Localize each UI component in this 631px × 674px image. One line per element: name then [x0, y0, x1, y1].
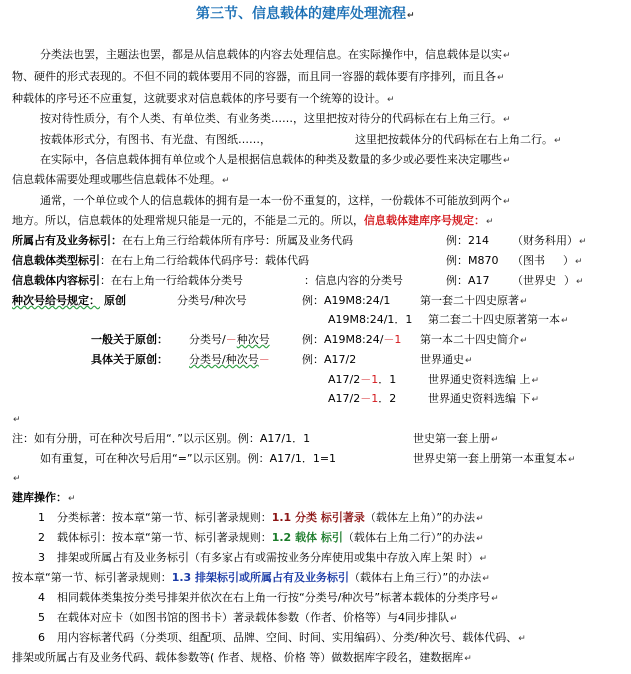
numbering-specific-desc2	[428, 373, 539, 388]
text-run: 世界通史资料选编 上	[428, 373, 531, 386]
text-run: （世界史	[512, 274, 556, 287]
numbering-orig-desc2	[428, 313, 569, 328]
paragraph-mark: ↵	[482, 574, 490, 584]
numbering-specific-desc	[420, 353, 473, 368]
ops-step-4	[38, 591, 499, 606]
text-run: 3	[38, 551, 45, 564]
paragraph-mark: ↵	[450, 614, 458, 624]
text-run: 例：214	[446, 234, 489, 247]
text-run: （载体右上角二行）”的办法	[342, 531, 476, 544]
mark-row-type-note	[512, 254, 583, 269]
text-run: 载体标引：按本章“第一节、标引著录规则：	[57, 531, 272, 544]
text-run: 建库操作：	[12, 491, 67, 504]
paragraph-mark: ↵	[407, 11, 415, 21]
numbering-orig-ex1	[302, 294, 390, 308]
note-duplicate-desc	[413, 452, 576, 467]
paragraph-mark: ↵	[476, 514, 484, 524]
text-run: 信息载体内容标引	[12, 274, 100, 287]
paragraph-mark: ↵	[497, 73, 505, 83]
text-run: 在右上角三行给载体所有序号：所属及业务代码	[122, 234, 353, 247]
text-run: －1	[360, 373, 379, 386]
numbering-orig-ex2	[328, 313, 412, 327]
text-run: （载体右上角三行）”的办法	[349, 571, 482, 584]
numbering-orig-fmt	[177, 294, 247, 308]
text-run: 1.3 排架标引或所属占有及业务标引	[171, 571, 350, 584]
paragraph-mark: ↵	[222, 176, 230, 186]
text-run: 4	[38, 591, 45, 604]
paragraph-mark: ↵	[579, 237, 587, 247]
text-run: 在实际中，各信息载体拥有单位或个人是根据信息载体的种类及数量的多少或必要性来决定哪些	[40, 153, 502, 166]
numbering-specific-ex2	[328, 373, 396, 387]
text-run: 例：M870	[446, 254, 499, 267]
text-run: ）	[563, 254, 574, 267]
text-run: 按对待性质分，有个人类、有单位类、有业务类……，这里把按对待分的代码标在右上角三行。	[40, 112, 502, 125]
intro-p5-line2	[12, 214, 494, 229]
text-run: 5	[38, 611, 45, 624]
paragraph-mark: ↵	[503, 115, 511, 125]
numbering-label	[12, 294, 126, 308]
mark-row-ownership	[12, 234, 353, 248]
text-run: 通常，一个单位或个人的信息载体的拥有是一本一份不重复的，这样，一份载体不可能放到两个	[40, 194, 502, 207]
paragraph-mark: ↵	[503, 51, 511, 61]
rule-heading: 信息载体建库序号规定：	[364, 214, 485, 227]
paragraph-mark: ↵	[476, 534, 484, 544]
text-run: 例：A17/2	[302, 353, 357, 366]
paragraph-mark: ↵	[464, 654, 472, 664]
text-run: 种次号	[236, 333, 270, 346]
text-run: 世史第一套上册	[413, 432, 490, 445]
intro-p1-line3	[12, 92, 395, 107]
numbering-specific-ex3	[328, 392, 396, 406]
mark-row-content-2	[304, 274, 403, 288]
ops-step-3	[38, 551, 487, 566]
text-run: 1.2 载体 标引	[271, 531, 343, 544]
numbering-general	[91, 333, 168, 347]
text-run: 排架或所属占有及业务标引（有多家占有或需按业务分库使用或集中存放入库上架 时）	[57, 551, 479, 564]
text-run: －	[225, 333, 237, 346]
text-run: （财务科用）	[512, 234, 578, 247]
text-run: 分类法也罢，主题法也罢，都是从信息载体的内容去处理信息。在实际操作中，信息载体是以实	[40, 48, 502, 61]
paragraph-mark: ↵	[503, 156, 511, 166]
paragraph-mark: ↵	[13, 474, 21, 484]
text-run: －1	[360, 392, 379, 405]
text-run: 按本章“第一节、标引著录规则：	[12, 571, 172, 584]
text-run: 例：A19M8:24/1	[302, 294, 391, 307]
blank-line	[12, 412, 21, 427]
text-run: 分类号/种次号	[189, 353, 259, 366]
text-run: 分类号/种次号	[177, 294, 247, 307]
paragraph-mark: ↵	[491, 594, 499, 604]
text-run: ）	[564, 274, 575, 287]
text-run: 6	[38, 631, 45, 644]
text-run: 1.1 分类 标引著录	[271, 511, 365, 524]
text-run: 种次号给号规定：	[12, 294, 100, 307]
paragraph-mark: ↵	[518, 634, 526, 644]
paragraph-mark: ↵	[554, 136, 562, 146]
text-run: 一般关于原创：	[91, 333, 168, 346]
mark-row-content-ex	[446, 274, 490, 288]
paragraph-mark: ↵	[531, 376, 540, 386]
text-run: 物、硬件的形式表现的。不但不同的载体要用不同的容器，而且同一容器的载体要有序排列，而且各	[12, 70, 496, 83]
paragraph-mark: ↵	[576, 277, 584, 287]
paragraph-mark: ↵	[486, 217, 494, 227]
paragraph-mark: ↵	[465, 356, 473, 366]
mark-row-ownership-note	[512, 234, 587, 249]
text-run: 原创	[104, 294, 126, 307]
numbering-specific-fmt	[189, 353, 270, 367]
note-volume-desc	[413, 432, 499, 447]
intro-p2	[40, 112, 511, 127]
mark-row-ownership-ex	[446, 234, 489, 248]
numbering-specific-ex	[302, 353, 356, 367]
text-run: 这里把按载体分的代码标在右上角二行。	[355, 133, 553, 146]
text-run: 世界史第一套上册第一本重复本	[413, 452, 567, 465]
text-run: ．1	[378, 373, 397, 386]
paragraph-mark: ↵	[387, 95, 395, 105]
paragraph-mark: ↵	[568, 455, 576, 465]
text-run: 注：如有分册，可在种次号后用“．”以示区别。例：A17/1．1	[12, 432, 311, 445]
mark-row-content	[12, 274, 243, 288]
intro-p3-tail	[355, 133, 562, 148]
ops-step-6	[38, 631, 526, 646]
mark-row-type-ex	[446, 254, 499, 268]
text-run: 种载体的序号还不应重复，这就要求对信息载体的序号要有一个统筹的设计。	[12, 92, 386, 105]
paragraph-mark: ↵	[561, 316, 569, 326]
text-run: 所属占有及业务标引：	[12, 234, 122, 247]
intro-p3	[40, 133, 271, 147]
intro-p5-line1	[40, 194, 511, 209]
paragraph-mark: ↵	[531, 395, 540, 405]
text-run: 例：A19M8:24/	[302, 333, 384, 346]
blank-line-2	[12, 471, 21, 486]
intro-p4-line2	[12, 173, 230, 188]
note-duplicate	[40, 452, 336, 466]
intro-p4-line1	[40, 153, 511, 168]
text-run: 例：A17	[446, 274, 490, 287]
numbering-general-ex	[302, 333, 401, 347]
text-run: 世界通史	[420, 353, 464, 366]
text-run: －1	[383, 333, 402, 346]
mark-row-type	[12, 254, 309, 268]
numbering-general-desc	[420, 333, 528, 348]
ops-header	[12, 491, 76, 506]
ops-step-3-line2	[12, 571, 490, 586]
text-run: 相同载体类集按分类号排架并依次在右上角一行按“分类号/种次号”标著本载体的分类序号	[57, 591, 491, 604]
text-run: 信息载体类型标引	[12, 254, 100, 267]
numbering-specific-desc3	[428, 392, 539, 407]
text-run: 第三节、信息载体的建库处理流程	[196, 6, 406, 22]
paragraph-mark: ↵	[68, 494, 76, 504]
ops-step-2	[38, 531, 484, 546]
paragraph-mark: ↵	[520, 336, 528, 346]
text-run: 第一本二十四史简介	[420, 333, 519, 346]
paragraph-mark: ↵	[491, 435, 499, 445]
text-run: 在载体对应卡（如图书馆的图书卡）著录载体参数（作者、价格等）与4同步排队	[57, 611, 449, 624]
numbering-general-fmt	[189, 333, 270, 347]
text-run: 第一套二十四史原著	[420, 294, 519, 307]
text-run: A19M8:24/1．1	[328, 313, 413, 326]
ops-step-5	[38, 611, 458, 626]
text-run: 1	[38, 511, 45, 524]
ops-step-6-line2	[12, 651, 472, 666]
paragraph-mark: ↵	[13, 415, 21, 425]
paragraph-mark: ↵	[503, 197, 511, 207]
text-run: 地方。所以，信息载体的处理常规只能是一元的，不能是二元的。所以，	[12, 214, 364, 227]
note-volume	[12, 432, 310, 446]
text-run: （图书	[512, 254, 545, 267]
text-run: 世界通史资料选编 下	[428, 392, 531, 405]
text-run: ：在右上角二行给载体代码序号：载体代码	[100, 254, 309, 267]
text-run: 分类号/	[189, 333, 226, 346]
paragraph-mark: ↵	[575, 257, 583, 267]
paragraph-mark: ↵	[520, 297, 528, 307]
text-run: 2	[38, 531, 45, 544]
text-run: 按载体形式分，有图书、有光盘、有图纸……，	[40, 133, 271, 146]
numbering-specific	[91, 353, 168, 367]
mark-row-content-note	[512, 274, 584, 289]
text-run: 用内容标著代码（分类项、组配项、品牌、空间、时间、实用编码）、分类/种次号、载体代码、	[57, 631, 518, 644]
intro-p1-line1	[40, 48, 511, 63]
paragraph-mark: ↵	[479, 554, 488, 564]
text-run: 第二套二十四史原著第一本	[428, 313, 560, 326]
text-run: ：在右上角一行给载体分类号	[100, 274, 243, 287]
text-run: （载体左上角）”的办法	[364, 511, 476, 524]
text-run: －	[258, 353, 270, 366]
text-run: ：信息内容的分类号	[304, 274, 403, 287]
intro-p1-line2	[12, 70, 505, 85]
text-run: A17/2	[328, 392, 361, 405]
text-run: A17/2	[328, 373, 361, 386]
text-run: 如有重复，可在种次号后用“=”以示区别。例：A17/1．1=1	[40, 452, 337, 465]
text-run: 排架或所属占有及业务代码、载体参数等( 作者、规格、价格 等）做数据库字段名，建数据库	[12, 651, 464, 664]
text-run: ．2	[378, 392, 397, 405]
ops-step-1	[38, 511, 484, 526]
page-title	[196, 4, 415, 26]
text-run: 具体关于原创：	[91, 353, 168, 366]
text-run: 信息载体需要处理或哪些信息载体不处理。	[12, 173, 221, 186]
text-run: 分类标著：按本章“第一节、标引著录规则：	[57, 511, 272, 524]
numbering-orig-desc1	[420, 294, 528, 309]
